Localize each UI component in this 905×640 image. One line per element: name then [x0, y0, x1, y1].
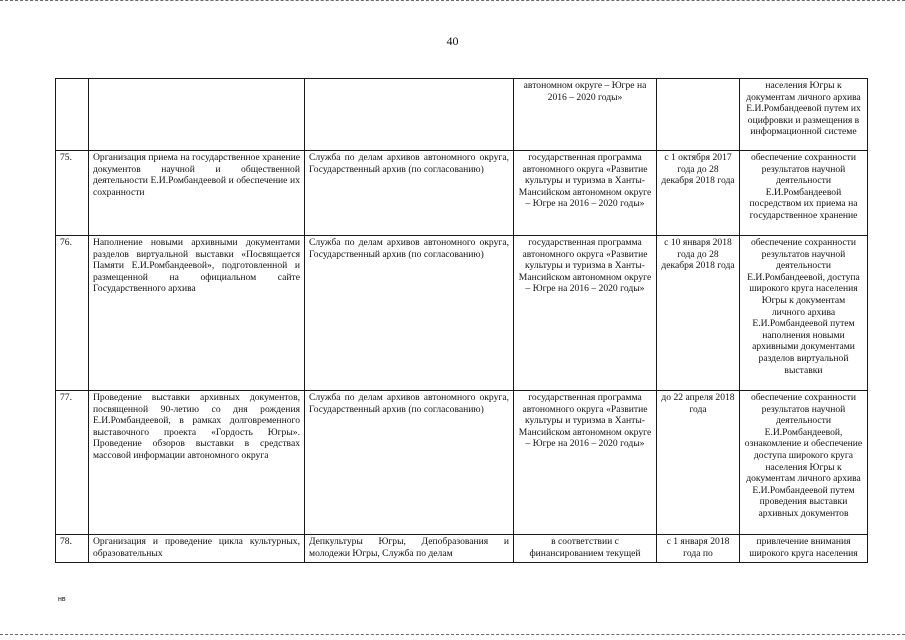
- expected-result: обеспечение сохранности результатов научной деятельности Е.И.Ромбандеевой, ознакомление и обеспечение доступа широкого круга населения Югры к документам личного архива Е.И.Ромбандеевой путем проведения выставки архивных документов: [740, 391, 868, 535]
- deadline: до 22 апреля 2018 года: [657, 391, 740, 535]
- expected-result: обеспечение сохранности результатов научной деятельности Е.И.Ромбандеевой посредством их приема на государственное хранение: [740, 151, 868, 236]
- expected-result: привлечение внимания широкого круга населения: [740, 535, 868, 563]
- expected-result: населения Югры к документам личного архива Е.И.Ромбандеевой путем их оцифровки и размещения в информационной системе: [740, 79, 868, 151]
- executor: Депкультуры Югры, Депобразования и молодежи Югры, Служба по делам: [305, 535, 514, 563]
- expected-result: обеспечение сохранности результатов научной деятельности Е.И.Ромбандеевой, доступа широкого круга населения Югры к документам личного архива Е.И.Ромбандеевой путем наполнения новыми архивными документами разделов виртуальной выставки: [740, 236, 868, 391]
- executor: Служба по делам архивов автономного округа, Государственный архив (по согласованию): [305, 236, 514, 391]
- deadline: [657, 79, 740, 151]
- deadline: с 1 октября 2017 года до 28 декабря 2018 года: [657, 151, 740, 236]
- funding-source: автономном округе – Югре на 2016 – 2020 годы»: [514, 79, 657, 151]
- bottom-edge-line: [0, 634, 905, 637]
- table-row: [56, 151, 868, 236]
- row-number: [56, 79, 89, 151]
- executor: Служба по делам архивов автономного округа, Государственный архив (по согласованию): [305, 391, 514, 535]
- activity-name: Организация и проведение цикла культурных, образовательных: [89, 535, 305, 563]
- table-row: [56, 236, 868, 391]
- funding-source: в соответствии с финансированием текущей: [514, 535, 657, 563]
- plan-table: [55, 78, 868, 563]
- activity-name: Наполнение новыми архивными документами разделов виртуальной выставки «Посвящается Памяти Е.И.Ромбандеевой», подготовленной и размещенной на официальном сайте Государственного архива: [89, 236, 305, 391]
- funding-source: государственная программа автономного округа «Развитие культуры и туризма в Ханты-Мансийском автономном округе – Югре на 2016 – 2020 годы»: [514, 151, 657, 236]
- row-number: 77.: [56, 391, 89, 535]
- top-edge-line: [0, 0, 905, 4]
- row-number: 75.: [56, 151, 89, 236]
- page-number: 40: [446, 34, 459, 48]
- table-row: [56, 535, 868, 563]
- table-row: [56, 79, 868, 151]
- table-row: [56, 391, 868, 535]
- deadline: с 1 января 2018 года по: [657, 535, 740, 563]
- funding-source: государственная программа автономного округа «Развитие культуры и туризма в Ханты-Мансийском автономном округе – Югре на 2016 – 2020 годы»: [514, 391, 657, 535]
- activity-name: [89, 79, 305, 151]
- deadline: с 10 января 2018 года до 28 декабря 2018 года: [657, 236, 740, 391]
- activity-name: Проведение выставки архивных документов, посвященной 90-летию со дня рождения Е.И.Ромбандеевой, в рамках долговременного выставочного проекта «Гордость Югры». Проведение обзоров выставки в средствах массовой информации автономного округа: [89, 391, 305, 535]
- funding-source: государственная программа автономного округа «Развитие культуры и туризма в Ханты-Мансийском автономном округе – Югре на 2016 – 2020 годы»: [514, 236, 657, 391]
- row-number: 78.: [56, 535, 89, 563]
- activity-name: Организация приема на государственное хранение документов научной и общественной деятельности Е.И.Ромбандеевой и обеспечение их сохранности: [89, 151, 305, 236]
- executor: Служба по делам архивов автономного округа, Государственный архив (по согласованию): [305, 151, 514, 236]
- row-number: 76.: [56, 236, 89, 391]
- executor: [305, 79, 514, 151]
- footer-code: нв: [58, 596, 66, 603]
